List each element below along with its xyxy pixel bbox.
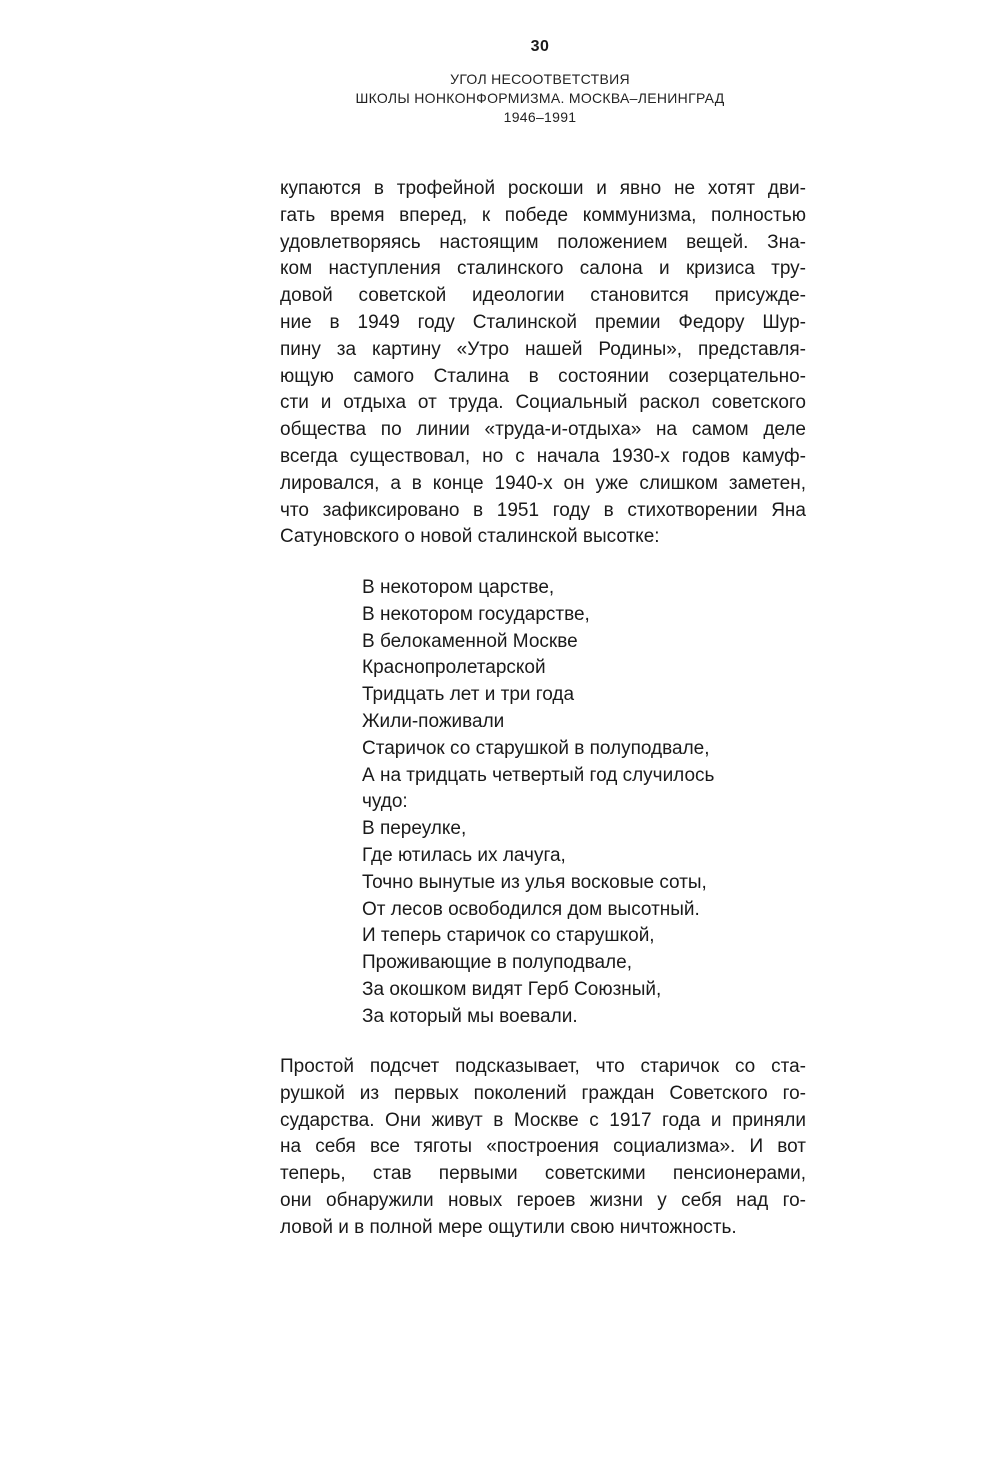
text-line: всегда существовал, но с начала 1930-х годов камуф-: [280, 445, 806, 467]
running-head: [0, 70, 1000, 127]
poem-line: Точно вынутые из улья восковые соты,: [362, 871, 707, 893]
poem-line: чудо:: [362, 791, 408, 813]
text-line: гать время вперед, к победе коммунизма, полностью: [280, 204, 806, 226]
poem-line: В белокаменной Москве: [362, 630, 578, 652]
poem: [362, 575, 802, 1031]
poem-line: Где ютилась их лачуга,: [362, 844, 566, 866]
text-line: сти и отдыха от труда. Социальный раскол советского: [280, 392, 806, 414]
text-line: теперь, став первыми советскими пенсионерами,: [280, 1163, 806, 1185]
text-line: ловой и в полной мере ощутили свою ничтожность.: [280, 1216, 737, 1238]
text-line: на себя все тяготы «построения социализма». И вот: [280, 1136, 806, 1158]
paragraph-1: [280, 176, 806, 551]
text-line: Простой подсчет подсказывает, что старичок со ста-: [280, 1056, 806, 1077]
text-line: удовлетворяясь настоящим положением вещей. Зна-: [280, 231, 806, 253]
page-number: 30: [530, 38, 550, 55]
poem-line: В некотором государстве,: [362, 603, 590, 625]
text-line: сударства. Они живут в Москве с 1917 года и приняли: [280, 1109, 806, 1131]
running-head-line: УГОЛ НЕСООТВЕТСТВИЯ: [450, 71, 630, 87]
text-line: рушкой из первых поколений граждан Советского го-: [280, 1082, 806, 1104]
text-line: довой советской идеологии становится присужде-: [280, 285, 806, 307]
poem-line: От лесов освободился дом высотный.: [362, 898, 700, 920]
poem-line: За окошком видят Герб Союзный,: [362, 978, 662, 1000]
text-line: ющую самого Сталина в состоянии созерцательно-: [280, 365, 806, 387]
text-line: они обнаружили новых героев жизни у себя над го-: [280, 1189, 806, 1211]
text-line: Сатуновского о новой сталинской высотке:: [280, 526, 660, 548]
poem-line: Старичок со старушкой в полуподвале,: [362, 737, 710, 759]
poem-line: А на тридцать четвертый год случилось: [362, 764, 715, 786]
poem-line: Тридцать лет и три года: [362, 684, 575, 706]
running-head-line: 1946–1991: [503, 109, 577, 125]
text-line: ние в 1949 году Сталинской премии Федору Шур-: [280, 311, 806, 333]
running-head-line: ШКОЛЫ НОНКОНФОРМИЗМА. МОСКВА–ЛЕНИНГРАД: [355, 90, 725, 106]
text-line: пину за картину «Утро нашей Родины», представля-: [280, 338, 806, 360]
poem-line: Жили-поживали: [362, 710, 505, 732]
text-line: купаются в трофейной роскоши и явно не хотят дви-: [280, 178, 806, 199]
text-line: что зафиксировано в 1951 году в стихотворении Яна: [280, 499, 806, 521]
text-line: лировался, а в конце 1940-х он уже слишком заметен,: [280, 472, 806, 494]
text-line: общества по линии «труда-и-отдыха» на самом деле: [280, 419, 806, 441]
poem-line: В переулке,: [362, 818, 467, 840]
poem-line: В некотором царстве,: [362, 577, 555, 598]
paragraph-2: [280, 1054, 806, 1242]
poem-line: И теперь старичок со старушкой,: [362, 925, 655, 947]
poem-line: За который мы воевали.: [362, 1005, 578, 1027]
text-line: ком наступления сталинского салона и кризиса тру-: [280, 258, 806, 280]
poem-line: Краснопролетарской: [362, 657, 546, 679]
poem-line: Проживающие в полуподвале,: [362, 952, 632, 974]
